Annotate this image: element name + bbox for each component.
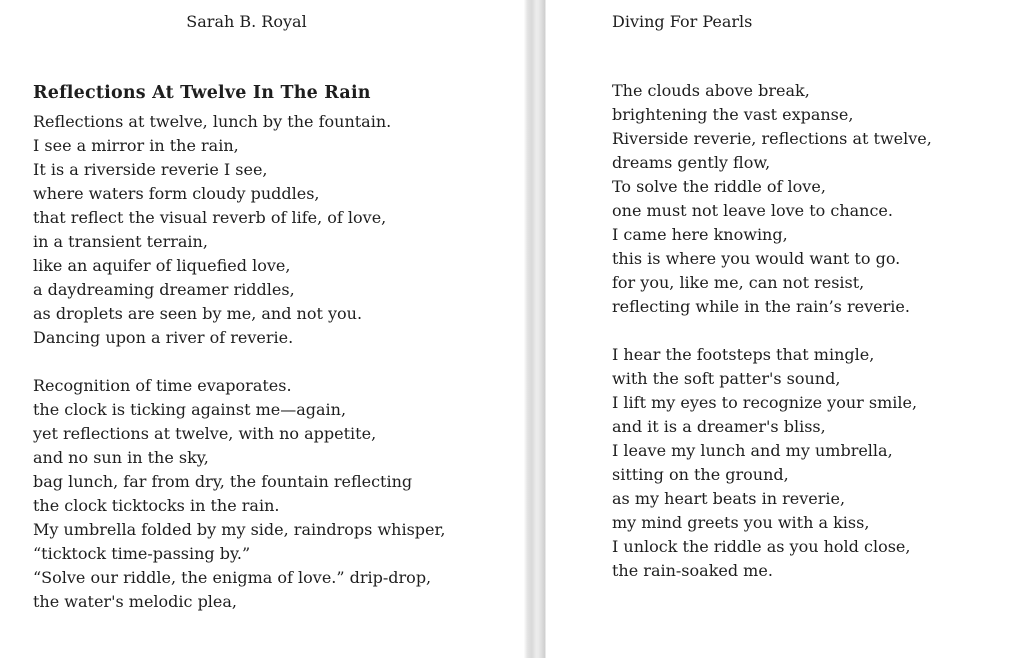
poem-line: “Solve our riddle, the enigma of love.” drip-drop, <box>33 568 432 587</box>
poem-line: Dancing upon a river of reverie. <box>33 328 294 347</box>
poem-line: I leave my lunch and my umbrella, <box>612 441 893 460</box>
poem-line: brightening the vast expanse, <box>612 105 854 124</box>
poem-line: and it is a dreamer's bliss, <box>612 417 826 436</box>
poem-line: My umbrella folded by my side, raindrops whisper, <box>33 520 446 539</box>
poem-line: sitting on the ground, <box>612 465 789 484</box>
page-gutter <box>524 0 546 658</box>
page-left-running-header: Sarah B. Royal <box>186 12 307 31</box>
poem-line: I unlock the riddle as you hold close, <box>612 537 911 556</box>
poem-line: “ticktock time-passing by.” <box>33 544 251 563</box>
poem-line: one must not leave love to chance. <box>612 201 893 220</box>
poem-line: I came here knowing, <box>612 225 788 244</box>
stanza <box>612 343 932 583</box>
poem-line: the rain-soaked me. <box>612 561 773 580</box>
poem-line: this is where you would want to go. <box>612 249 901 268</box>
poem-line: in a transient terrain, <box>33 232 208 251</box>
poem-line: and no sun in the sky, <box>33 448 209 467</box>
poem-line: To solve the riddle of love, <box>612 177 826 196</box>
stanza <box>33 374 445 614</box>
poem-line: I lift my eyes to recognize your smile, <box>612 393 918 412</box>
poem-line: the water's melodic plea, <box>33 592 238 611</box>
poem-line: that reflect the visual reverb of life, of love, <box>33 208 387 227</box>
poem-line: yet reflections at twelve, with no appetite, <box>33 424 377 443</box>
poem-title: Reflections At Twelve In The Rain <box>33 83 371 103</box>
poem-line: Riverside reverie, reflections at twelve, <box>612 129 932 148</box>
page-right-running-header: Diving For Pearls <box>612 12 753 31</box>
poem-line: Recognition of time evaporates. <box>33 376 292 395</box>
poem-line: with the soft patter's sound, <box>612 369 841 388</box>
poem-line: for you, like me, can not resist, <box>612 273 865 292</box>
poem-line: a daydreaming dreamer riddles, <box>33 280 295 299</box>
poem-line: like an aquifer of liquefied love, <box>33 256 291 275</box>
page-right <box>546 0 1023 658</box>
poem-line: It is a riverside reverie I see, <box>33 160 268 179</box>
poem-body-right <box>612 79 932 583</box>
poem-line: I see a mirror in the rain, <box>33 136 239 155</box>
poem-line: as my heart beats in reverie, <box>612 489 846 508</box>
poem-line: the clock is ticking against me—again, <box>33 400 347 419</box>
stanza <box>33 110 445 350</box>
poem-body-left <box>33 110 445 614</box>
poem-line: my mind greets you with a kiss, <box>612 513 870 532</box>
poem-line: as droplets are seen by me, and not you. <box>33 304 363 323</box>
poem-line: dreams gently flow, <box>612 153 771 172</box>
poem-line: Reflections at twelve, lunch by the fountain. <box>33 112 392 131</box>
poem-line: where waters form cloudy puddles, <box>33 184 320 203</box>
poem-line: reflecting while in the rain’s reverie. <box>612 297 910 316</box>
poem-line: The clouds above break, <box>612 81 810 100</box>
stanza <box>612 79 932 319</box>
poem-line: the clock ticktocks in the rain. <box>33 496 280 515</box>
poem-line: I hear the footsteps that mingle, <box>612 345 875 364</box>
poem-line: bag lunch, far from dry, the fountain reflecting <box>33 472 413 491</box>
